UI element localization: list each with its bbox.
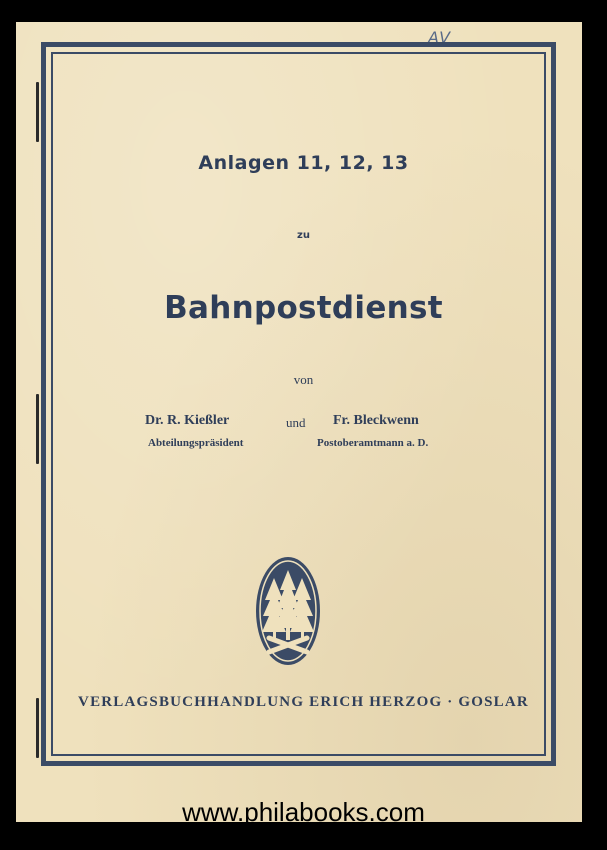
author2-name: Fr. Bleckwenn xyxy=(333,413,419,428)
publisher-line: VERLAGSBUCHHANDLUNG ERICH HERZOG · GOSLAR xyxy=(78,694,529,710)
author1-name: Dr. R. Kießler xyxy=(145,413,230,428)
cover-title: Bahnpostdienst xyxy=(164,290,443,326)
trees-emblem-icon xyxy=(255,556,321,666)
cover-by: von xyxy=(293,372,314,387)
author2-role: Postoberamtmann a. D. xyxy=(317,437,429,449)
authors-and: und xyxy=(286,415,306,430)
handwritten-note: AV xyxy=(428,28,452,47)
author1-role: Abteilungspräsident xyxy=(148,437,244,449)
staple xyxy=(36,394,39,464)
watermark-url: www.philabooks.com xyxy=(182,797,425,827)
staple xyxy=(36,82,39,142)
cover-connector: zu xyxy=(297,230,310,241)
cover-subtitle: Anlagen 11, 12, 13 xyxy=(198,152,409,174)
